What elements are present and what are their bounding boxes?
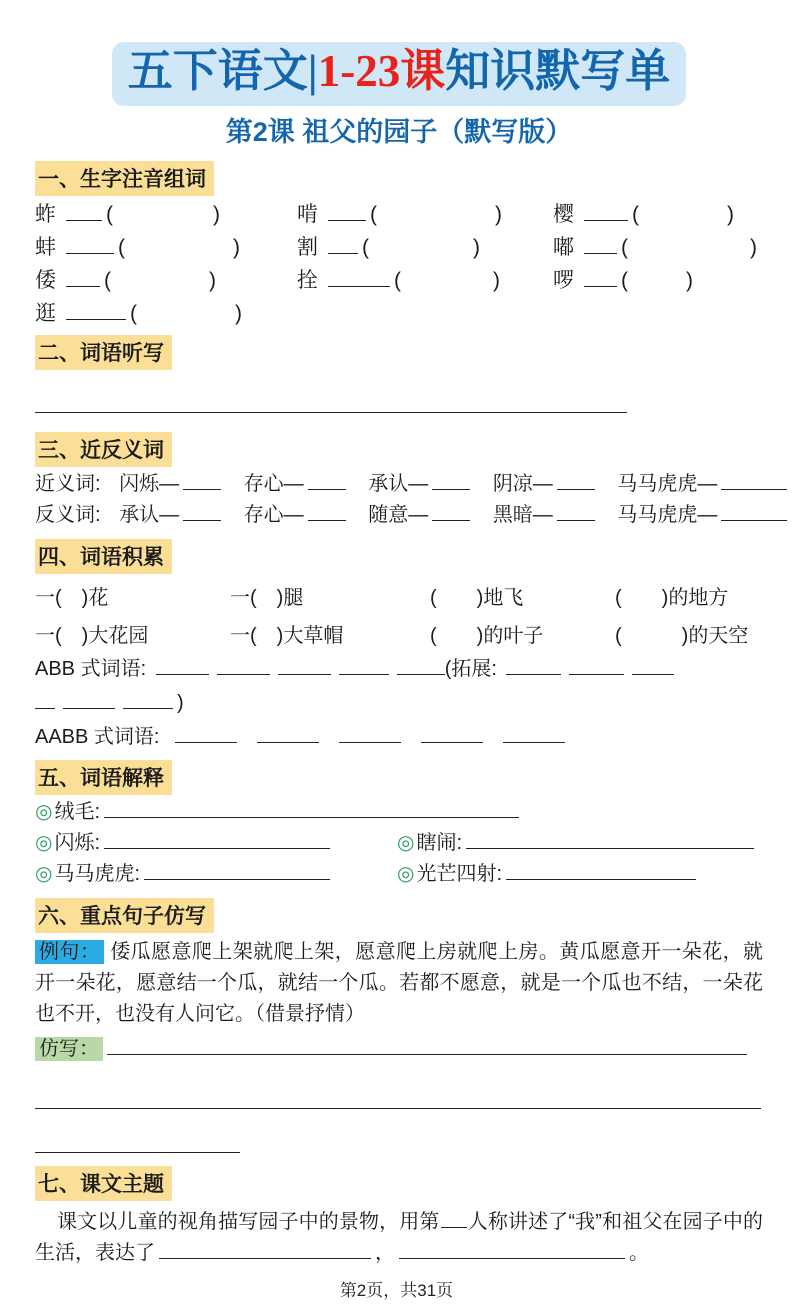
definition-word: 绒毛: [54,801,101,823]
pinyin-item [553,235,763,261]
pinyin-item [297,268,553,294]
theme-text-2: 人称讲述了“我”和祖父在园子中的生活，表达了 [35,1211,764,1264]
answer-blank [308,487,346,490]
aabb-label: AABB 式词语: [35,726,160,748]
definition-blank [506,877,696,880]
section-4-heading: 四、词语积累 [35,539,172,574]
pinyin-blank [584,218,628,221]
quantifier-item: 一( )腿 [230,587,304,609]
quantifier-item: ( )地飞 [430,587,524,609]
pinyin-blank [66,218,102,221]
paren-open: ( [130,302,137,325]
page-number: 第2页，共31页 [339,1281,454,1300]
section-2-heading: 二、词语听写 [35,335,172,370]
definition-row [35,797,763,828]
paren-close: ) [727,203,734,226]
answer-blank [632,672,674,675]
definition-cell [397,859,700,890]
pinyin-word-grid [35,202,763,327]
paren-open: ( [621,269,628,292]
pinyin-item [297,202,553,228]
abb-words-row [35,654,763,684]
answer-blank [339,740,401,743]
new-character: 樱 [553,203,574,226]
answer-blank [63,706,115,709]
section-7-heading: 七、课文主题 [35,1166,172,1201]
pinyin-item [35,235,297,261]
paren-open: ( [106,203,113,226]
pinyin-blank [584,251,617,254]
answer-blank [278,672,331,675]
imitate-blank-line-2 [35,1106,761,1109]
quantifier-item: ( )的天空 [615,625,749,647]
answer-blank [721,487,787,490]
paren-close: ) [209,269,216,292]
pinyin-item [35,268,297,294]
bullet-circle-icon: ◎ [35,801,53,823]
paren-close: ) [233,236,240,259]
pinyin-blank [66,251,114,254]
synonym-word: 承认— [368,473,429,495]
answer-blank [432,518,470,521]
title-part-red: 1-23课 [317,46,446,96]
section-6-heading: 六、重点句子仿写 [35,898,214,933]
answer-blank [397,672,445,675]
theme-paragraph [35,1207,763,1269]
answer-blank [156,672,209,675]
antonym-word: 承认— [119,504,180,526]
quantifier-item: 一( )大草帽 [230,625,344,647]
answer-blank [35,706,55,709]
definition-cell [35,828,383,859]
word-blank [628,285,686,287]
paren-open: ( [118,236,125,259]
theme-blank-small [441,1225,467,1228]
definition-cell [35,859,383,890]
word-blank [137,318,235,320]
abb-extend-label: (拓展: [444,658,497,680]
pinyin-item [35,202,297,228]
pinyin-blank [328,251,358,254]
section-3-heading: 三、近反义词 [35,432,172,467]
synonym-word: 阴凉— [492,473,553,495]
antonym-word: 随意— [368,504,429,526]
pinyin-item [553,268,763,294]
new-character: 嘟 [553,236,574,259]
answer-blank [123,706,173,709]
answer-blank [339,672,389,675]
lesson-subtitle: 第2课 祖父的园子（默写版） [225,117,573,147]
bullet-circle-icon: ◎ [397,832,415,854]
pinyin-blank [328,284,390,287]
imitate-blank-line-3 [35,1150,240,1153]
bullet-circle-icon: ◎ [397,863,415,885]
paren-open: ( [621,236,628,259]
example-sentence-text: 倭瓜愿意爬上架就爬上架，愿意爬上房就爬上房。黄瓜愿意开一朵花，就开一朵花，愿意结一个瓜，就结一个瓜。若都不愿意，就是一个瓜也不结，一朵花也不开，也没有人问它。（借景抒情） [35,941,764,1025]
answer-blank [175,740,237,743]
aabb-words-row [35,722,763,752]
answer-blank [506,672,561,675]
definition-word: 瞎闹: [416,832,463,854]
example-sentence-paragraph [35,937,763,1030]
definition-row [35,859,763,890]
pinyin-blank [584,284,617,287]
definition-blank [104,846,330,849]
new-character: 割 [297,236,318,259]
synonyms-label: 近义词: [35,473,101,495]
theme-blank-2 [399,1256,625,1259]
bullet-circle-icon: ◎ [35,863,53,885]
theme-blank-1 [159,1256,371,1259]
abb-words-row-wrap [35,688,763,718]
bullet-circle-icon: ◎ [35,832,53,854]
definition-blank [144,877,330,880]
example-label: 例句： [35,940,104,964]
new-character: 拴 [297,269,318,292]
word-blank [628,252,750,254]
paren-close: ) [177,692,184,714]
paren-close: ) [493,269,500,292]
paren-open: ( [362,236,369,259]
answer-blank [257,740,319,743]
word-blank [113,219,213,221]
title-banner [112,42,686,106]
word-blank [125,252,233,254]
definition-word: 光芒四射: [416,863,503,885]
quantifier-item: 一( )大花园 [35,625,149,647]
pinyin-blank [328,218,366,221]
abb-label: ABB 式词语: [35,658,147,680]
theme-text-1: 课文以儿童的视角描写园子中的景物，用第 [57,1211,440,1233]
synonyms-row [35,469,763,500]
antonym-word: 马马虎虎— [617,504,718,526]
pinyin-item [553,202,763,228]
word-blank [401,285,493,287]
definition-cell [397,828,758,859]
word-blank [369,252,473,254]
new-character: 啃 [297,203,318,226]
word-blank [111,285,209,287]
pinyin-blank [66,284,100,287]
synonym-word: 马马虎虎— [617,473,718,495]
word-blank [377,219,495,221]
imitate-row [35,1034,763,1064]
answer-blank [183,518,221,521]
theme-period: 。 [629,1242,649,1264]
quantifier-grid [35,581,763,648]
paren-close: ) [213,203,220,226]
synonym-word: 闪烁— [119,473,180,495]
pinyin-item [297,235,553,261]
quantifier-item: 一( )花 [35,587,109,609]
imitate-label: 仿写： [35,1037,103,1061]
answer-blank [721,518,787,521]
definition-word: 闪烁: [54,832,101,854]
antonym-word: 黑暗— [492,504,553,526]
paren-close: ) [495,203,502,226]
new-character: 逛 [35,302,56,325]
new-character: 蚱 [35,203,56,226]
paren-close: ) [235,302,242,325]
new-character: 啰 [553,269,574,292]
title-part-right: 知识默写单 [445,46,671,96]
paren-close: ) [750,236,757,259]
definition-blank [466,846,754,849]
quantifier-item: ( )的地方 [615,587,729,609]
title-part-left: 五下语文| [127,46,318,96]
new-character: 蚌 [35,236,56,259]
word-blank [639,219,727,221]
section-5-heading: 五、词语解释 [35,760,172,795]
definition-row [35,828,763,859]
antonyms-label: 反义词: [35,504,101,526]
new-character: 倭 [35,269,56,292]
answer-blank [503,740,565,743]
imitate-blank [107,1052,747,1055]
answer-blank [557,518,595,521]
section-1-heading: 一、生字注音组词 [35,161,214,196]
quantifier-item: ( )的叶子 [430,625,544,647]
answer-blank [308,518,346,521]
answer-blank [557,487,595,490]
answer-blank [183,487,221,490]
antonyms-row [35,500,763,531]
definition-word: 马马虎虎: [54,863,141,885]
answer-blank [421,740,483,743]
pinyin-item [35,301,297,327]
paren-open: ( [104,269,111,292]
paren-close: ) [686,269,693,292]
theme-comma: ， [375,1242,395,1264]
dictation-blank-line [35,410,627,413]
answer-blank [432,487,470,490]
paren-open: ( [394,269,401,292]
paren-close: ) [473,236,480,259]
pinyin-blank [66,317,126,320]
antonym-word: 存心— [243,504,304,526]
answer-blank [217,672,270,675]
paren-open: ( [632,203,639,226]
definition-blank [104,815,519,818]
paren-open: ( [370,203,377,226]
answer-blank [569,672,624,675]
synonym-word: 存心— [243,473,304,495]
